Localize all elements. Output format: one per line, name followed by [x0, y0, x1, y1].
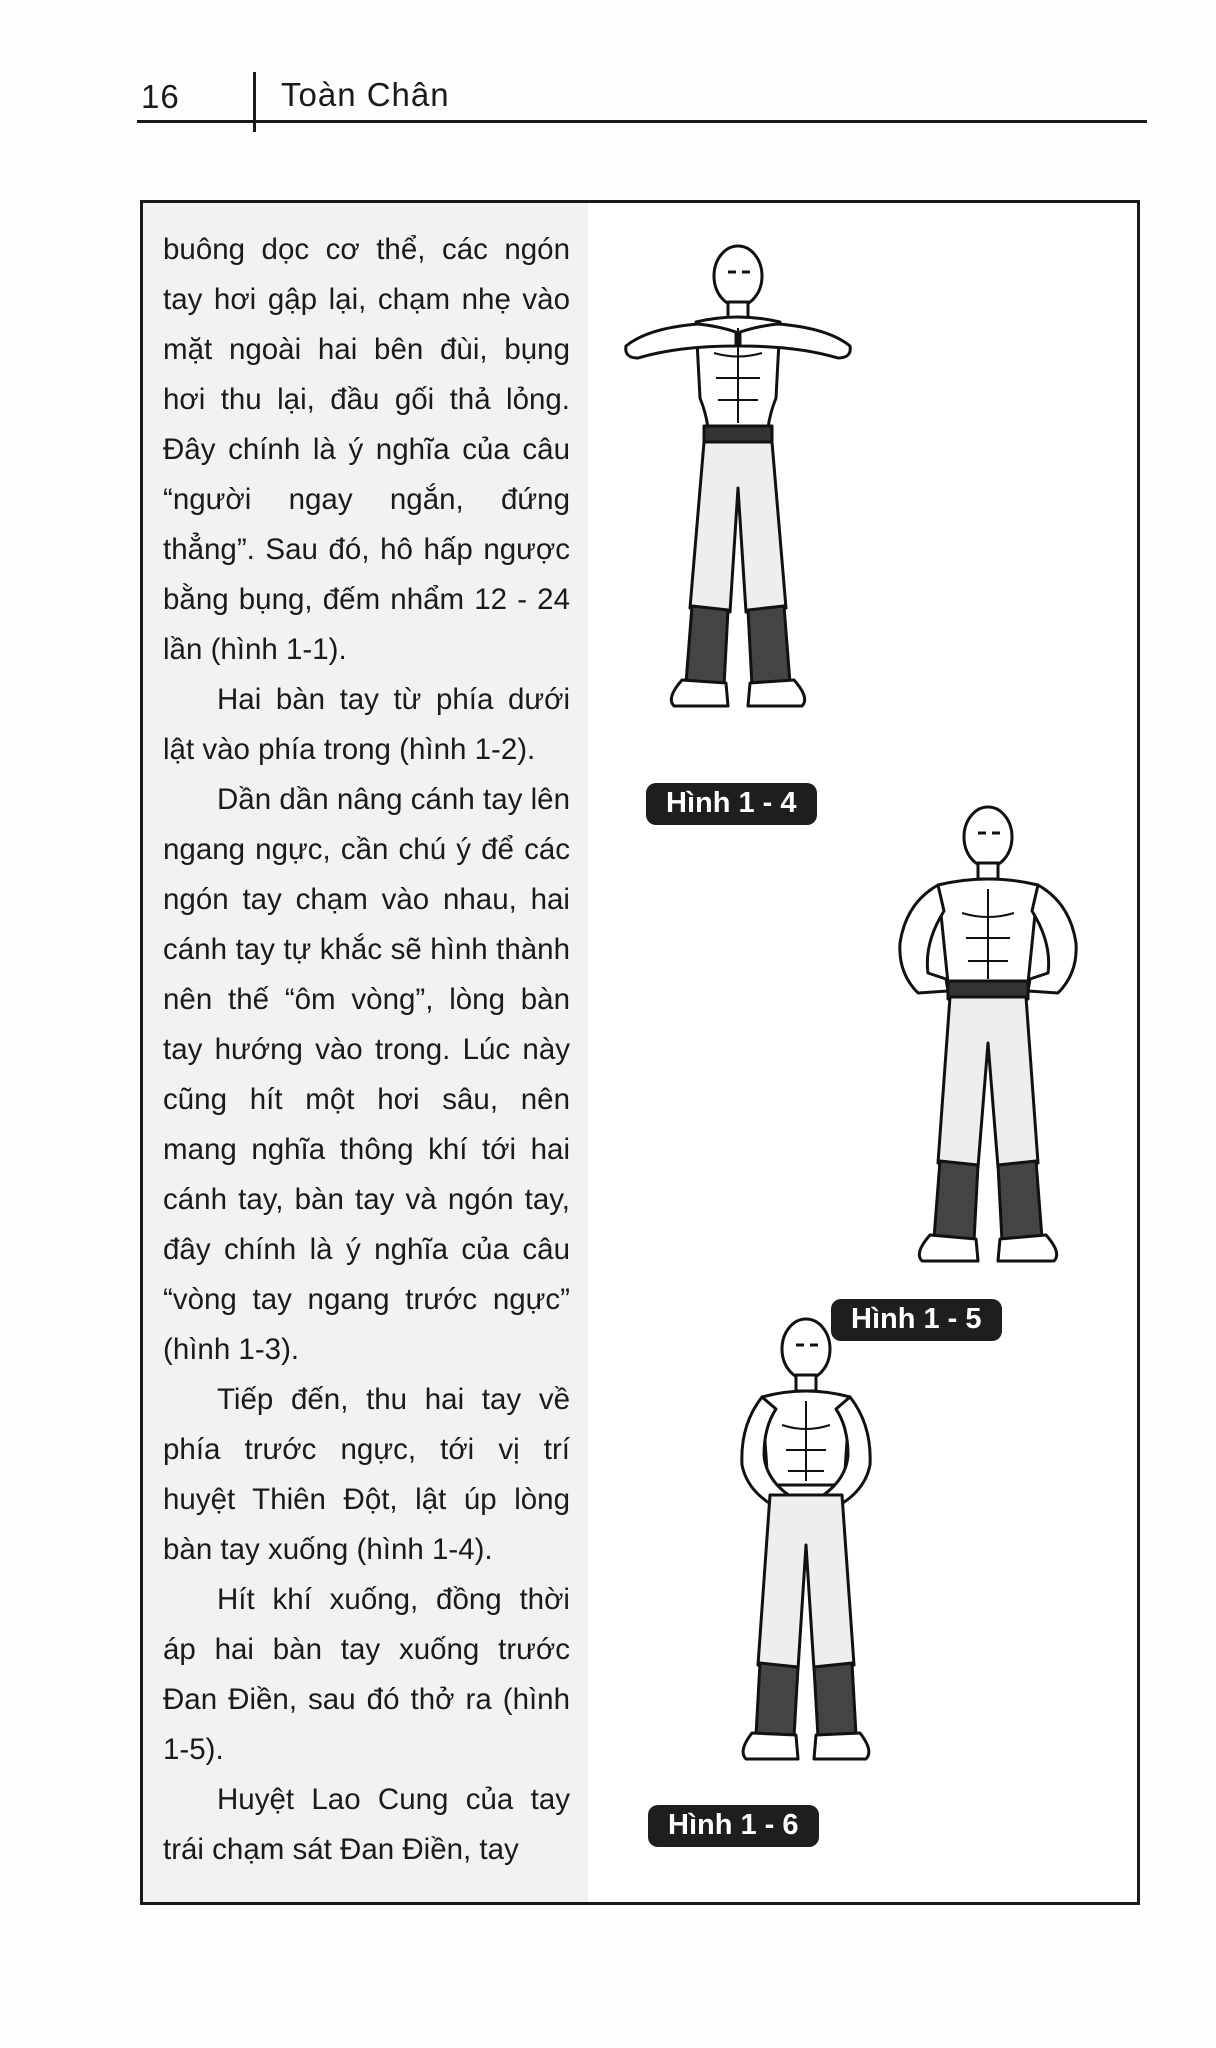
- figure-1-4: [618, 228, 858, 773]
- paragraph-continuation: buông dọc cơ thể, các ngón tay hơi gập lại, chạm nhẹ vào mặt ngoài hai bên đùi, bụng hơi thu lại, đầu gối thả lỏng. Đây chính là ý nghĩa của câu “người ngay ngắn, đứng thẳng”. Sau đó, hô hấp ngược bằng bụng, đếm nhẩm 12 - 24 lần (hình 1-1).: [163, 233, 570, 666]
- content-frame: [140, 200, 1140, 1905]
- figure-1-4-illustration: [618, 228, 858, 773]
- paragraph-palms-down: Tiếp đến, thu hai tay về phía trước ngực, tới vị trí huyệt Thiên Đột, lật úp lòng bàn tay xuống (hình 1-4).: [163, 1383, 570, 1566]
- paragraph-lao-cung: Huyệt Lao Cung của tay trái chạm sát Đan Điền, tay: [163, 1783, 570, 1866]
- paragraph-raise-arms: Dần dần nâng cánh tay lên ngang ngực, cần chú ý để các ngón tay chạm vào nhau, hai cánh tay tự khắc sẽ hình thành nên thế “ôm vòng”, lòng bàn tay hướng vào trong. Lúc này cũng hít một hơi sâu, nên mang nghĩa thông khí tới hai cánh tay, bàn tay và ngón tay, đây chính là ý nghĩa của câu “vòng tay ngang trước ngực” (hình 1-3).: [163, 783, 570, 1366]
- figures-column: [588, 203, 1140, 1902]
- header-divider: [253, 72, 256, 132]
- figure-1-6-caption: Hình 1 - 6: [648, 1805, 819, 1847]
- running-title: Toàn Chân: [281, 76, 450, 113]
- page-number: 16: [141, 78, 180, 115]
- figure-1-4-caption: Hình 1 - 4: [646, 783, 817, 825]
- figure-1-5: [878, 793, 1098, 1313]
- paragraph-hands-turn-in: Hai bàn tay từ phía dưới lật vào phía trong (hình 1-2).: [163, 683, 570, 766]
- header-rule: [137, 120, 1147, 123]
- page-header: [137, 70, 1147, 122]
- figure-1-5-illustration: [878, 793, 1098, 1313]
- paragraph-press-down: Hít khí xuống, đồng thời áp hai bàn tay xuống trước Đan Điền, sau đó thở ra (hình 1-5).: [163, 1583, 570, 1766]
- text-column: [143, 203, 588, 1902]
- figure-1-6-illustration: [706, 1305, 906, 1805]
- figure-1-5-caption: Hình 1 - 5: [831, 1299, 1002, 1341]
- figure-1-6: [706, 1305, 906, 1805]
